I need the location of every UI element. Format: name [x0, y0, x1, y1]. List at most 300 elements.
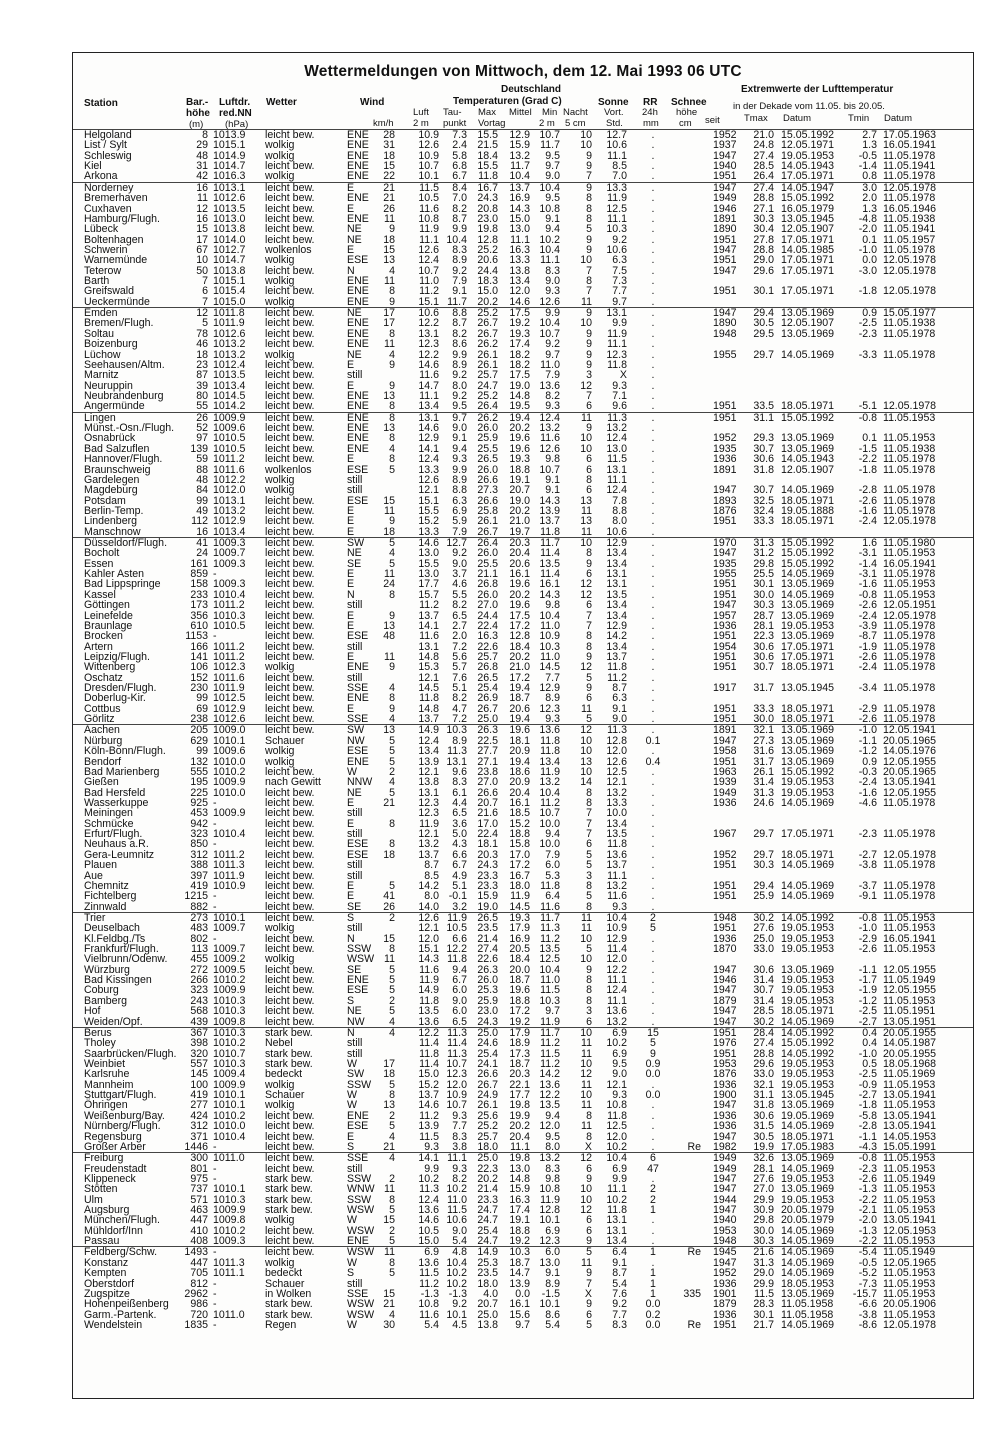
pressure: 1010.5 — [213, 432, 246, 445]
record-since: 1951 — [713, 755, 737, 768]
air-temp: 14.7 — [418, 379, 439, 392]
min-temp: 9.5 — [545, 149, 560, 162]
wind-speed: 11 — [384, 275, 395, 288]
night-temp: 8 — [586, 630, 592, 643]
air-temp: 6.9 — [424, 1246, 439, 1259]
sunshine: 11.8 — [607, 358, 627, 371]
record-tmin-date: 11.05.1978 — [883, 661, 936, 674]
mean-temp: 20.2 — [509, 422, 530, 435]
wind-direction: E — [347, 515, 355, 528]
dew-point: 8.2 — [452, 202, 467, 215]
wind-speed: 17 — [383, 1057, 395, 1070]
mean-temp: 13.0 — [509, 223, 530, 236]
dew-point: 8.8 — [452, 307, 467, 320]
precipitation: . — [651, 285, 655, 298]
sunshine: 11.3 — [607, 411, 627, 424]
pressure: - — [213, 1287, 217, 1300]
weather: leicht bew. — [265, 557, 315, 570]
barometer-height: 233 — [190, 588, 208, 601]
sunshine: 7.7 — [612, 1308, 627, 1321]
col-sonne-header-3: Std. — [606, 118, 623, 129]
record-since: 1936 — [713, 453, 737, 466]
mean-temp: 17.5 — [509, 609, 530, 622]
record-tmax: 30.0 — [753, 588, 774, 601]
weather: stark bew. — [265, 1057, 313, 1070]
barometer-height: 1215 — [184, 890, 208, 903]
sunshine: 13.3 — [606, 181, 627, 194]
precipitation: . — [651, 1140, 655, 1153]
night-temp: 10 — [580, 953, 592, 966]
sunshine: 9.0 — [612, 1068, 627, 1081]
dew-point: 8.3 — [452, 776, 467, 789]
wind-speed: 5 — [389, 1120, 395, 1133]
air-temp: 14.8 — [418, 702, 439, 715]
min-temp: 13.5 — [539, 1099, 560, 1112]
record-tmin-date: 11.05.1978 — [883, 484, 936, 497]
wind-direction: ENE — [347, 285, 369, 298]
max-temp: 21.6 — [477, 807, 498, 820]
record-tmax: 29.6 — [753, 1057, 774, 1070]
air-temp: 13.0 — [418, 568, 439, 581]
wind-speed: 9 — [389, 702, 395, 715]
weather: leicht bew. — [265, 181, 315, 194]
wind-direction: ENE — [347, 411, 369, 424]
record-tmin-date: 11.05.1953 — [883, 922, 936, 935]
table-row — [73, 746, 973, 756]
record-tmin: -4.8 — [858, 212, 877, 225]
dew-point: 11.0 — [447, 1193, 467, 1206]
station-name: Neuhaus a.R. — [84, 838, 149, 851]
col-druck-header-3: (hPa) — [225, 119, 249, 130]
dew-point: 10.2 — [446, 1277, 467, 1290]
station-name: Essen — [84, 557, 114, 570]
air-temp: 10.6 — [418, 307, 439, 320]
col-sonne-header-1: Sonne — [598, 97, 629, 108]
air-temp: 11.5 — [419, 1267, 439, 1280]
barometer-height: 312 — [190, 848, 208, 861]
station-name: Großer Arber — [84, 1140, 146, 1153]
weather: leicht bew. — [265, 963, 315, 976]
wind-direction: still — [347, 807, 363, 820]
record-tmax: 31.1 — [753, 1089, 774, 1102]
max-temp: 25.4 — [477, 682, 498, 695]
wind-direction: SE — [347, 557, 362, 570]
min-temp: 11.0 — [540, 650, 560, 663]
precipitation: . — [651, 828, 655, 841]
station-group — [73, 1152, 973, 1246]
weather: leicht bew. — [265, 453, 315, 466]
pressure: 1010.3 — [213, 1005, 246, 1018]
record-tmax-date: 20.05.1979 — [781, 1204, 835, 1217]
record-since: 1951 — [713, 922, 737, 935]
min-temp: 9.9 — [545, 307, 560, 320]
record-tmax: 30.7 — [753, 984, 774, 997]
air-temp: 13.9 — [418, 755, 439, 768]
weather: wolkig — [265, 484, 295, 497]
station-name: Seehausen/Altm. — [84, 358, 165, 371]
night-temp: 9 — [586, 1298, 592, 1311]
min-temp: 9.5 — [545, 192, 560, 205]
max-temp: 16.3 — [477, 630, 498, 643]
station-name: Deuselbach — [84, 922, 140, 935]
weather: leicht bew. — [265, 599, 315, 612]
night-temp: 5 — [586, 1318, 592, 1331]
record-tmax-date: 15.05.1992 — [781, 765, 835, 778]
record-tmin-date: 11.05.1953 — [883, 943, 936, 956]
weather: leicht bew. — [265, 369, 315, 382]
wind-direction: still — [347, 484, 363, 497]
record-tmax: 30.1 — [753, 285, 774, 298]
night-temp: 9 — [586, 149, 592, 162]
mean-temp: 18.0 — [509, 879, 530, 892]
record-tmax-date: 17.05.1983 — [781, 1140, 835, 1153]
precipitation: 1 — [650, 1246, 656, 1259]
weather: leicht bew. — [265, 650, 315, 663]
night-temp: 5 — [586, 943, 592, 956]
min-temp: 11.0 — [540, 974, 560, 987]
precipitation: . — [651, 411, 655, 424]
air-temp: 15.2 — [418, 1078, 439, 1091]
wind-speed: 5 — [389, 557, 395, 570]
wind-direction: S — [347, 1267, 355, 1280]
wind-speed: 4 — [389, 1152, 395, 1165]
record-tmax-date: 17.05.1971 — [781, 828, 835, 841]
barometer-height: 410 — [190, 1224, 208, 1237]
barometer-height: 225 — [190, 786, 208, 799]
min-temp: 11.2 — [540, 1057, 560, 1070]
station-name: Ulm — [84, 1193, 103, 1206]
sunshine: 11.1 — [607, 869, 627, 882]
air-temp: 8.7 — [424, 859, 439, 872]
min-temp: 11.2 — [540, 797, 560, 809]
precipitation: . — [651, 317, 655, 330]
mean-temp: 19.4 — [509, 713, 530, 726]
air-temp: 9.9 — [424, 1162, 439, 1175]
mean-temp: 20.2 — [509, 650, 530, 663]
min-temp: 13.9 — [539, 504, 560, 517]
station-name: Feldberg/Schw. — [84, 1246, 158, 1259]
weather: wolkig — [265, 275, 295, 288]
wind-direction: ESE — [347, 838, 369, 851]
sunshine: 8.0 — [612, 515, 627, 528]
precipitation: . — [651, 640, 655, 653]
record-tmax: 27.8 — [753, 233, 774, 246]
record-tmin: -0.8 — [858, 1152, 877, 1165]
mean-temp: 17.2 — [509, 619, 530, 632]
barometer-height: 1835 — [184, 1318, 208, 1331]
record-tmin: -0.3 — [858, 765, 877, 778]
sunshine: 10.9 — [606, 922, 627, 935]
station-name: Augsburg — [84, 1204, 130, 1217]
sunshine: 11.8 — [607, 661, 627, 674]
wind-direction: SE — [347, 900, 362, 913]
record-tmax: 31.7 — [753, 755, 774, 768]
night-temp: 8 — [586, 473, 592, 486]
record-tmin-date: 11.05.1949 — [883, 1172, 936, 1185]
record-tmin-date: 11.05.1953 — [883, 1277, 936, 1290]
max-temp: 25.2 — [477, 307, 498, 320]
wind-speed: 4 — [389, 1026, 395, 1039]
pressure: 1013.8 — [213, 223, 246, 236]
record-since: 1947 — [713, 963, 737, 976]
record-tmax: 28.8 — [753, 1047, 774, 1060]
max-temp: 21.1 — [477, 568, 498, 581]
max-temp: 20.7 — [477, 1298, 498, 1311]
mean-temp: 14.3 — [509, 202, 530, 215]
max-temp: 24.6 — [477, 1037, 498, 1050]
sunshine: 7.1 — [612, 389, 627, 402]
record-tmin-date: 12.05.1978 — [883, 285, 937, 298]
night-temp: 6 — [586, 1224, 592, 1237]
record-since: 1951 — [713, 1026, 737, 1039]
record-tmax-date: 17.05.1971 — [781, 650, 835, 663]
sunshine: 6.9 — [612, 1047, 627, 1060]
weather: leicht bew. — [265, 692, 315, 705]
record-tmin-date: 11.05.1953 — [883, 1078, 936, 1091]
record-tmin-date: 11.05.1953 — [883, 547, 936, 560]
air-temp: 10.9 — [418, 149, 439, 162]
barometer-height: 97 — [196, 432, 208, 445]
record-tmax-date: 17.05.1971 — [781, 233, 835, 246]
table-row — [73, 1268, 973, 1278]
record-tmax-date: 15.05.1992 — [781, 557, 835, 570]
min-temp: 10.8 — [539, 1183, 560, 1196]
dew-point: 8.2 — [452, 327, 467, 340]
record-tmin: -1.5 — [858, 442, 877, 455]
record-since: 1891 — [713, 724, 737, 737]
wind-speed: 21 — [383, 192, 395, 205]
mean-temp: 19.4 — [509, 411, 530, 424]
air-temp: 14.1 — [418, 442, 439, 455]
record-tmin: -3.7 — [858, 879, 877, 892]
night-temp: 11 — [581, 1037, 592, 1050]
record-tmax-date: 19.05.1953 — [781, 1172, 835, 1185]
mean-temp: 19.3 — [509, 453, 530, 466]
col-rr-header-1: RR — [643, 97, 658, 108]
min-temp: 10.8 — [539, 202, 560, 215]
weather: leicht bew. — [265, 389, 315, 402]
record-tmin: -1.1 — [858, 963, 877, 976]
dew-point: 11.4 — [447, 1037, 467, 1050]
record-tmax: 29.5 — [753, 327, 774, 340]
pressure: 1010.1 — [213, 1089, 246, 1102]
record-since: 1947 — [713, 484, 737, 497]
min-temp: 11.6 — [540, 432, 560, 445]
pressure: 1010.1 — [213, 734, 246, 747]
wind-speed: 11 — [384, 212, 395, 225]
mean-temp: 13.0 — [509, 1162, 530, 1175]
precipitation: . — [651, 932, 655, 945]
wind-speed: 5 — [389, 537, 395, 550]
barometer-height: 986 — [190, 1298, 208, 1311]
sunshine: 10.2 — [606, 1193, 627, 1206]
record-tmin-date: 11.05.1978 — [883, 640, 936, 653]
mean-temp: 11.1 — [510, 233, 530, 246]
sunshine: 6.9 — [612, 1026, 627, 1039]
max-temp: 24.4 — [477, 264, 498, 277]
sunshine: 9.1 — [612, 1256, 627, 1269]
min-temp: 12.0 — [539, 1120, 560, 1133]
wind-speed: 5 — [389, 984, 395, 997]
max-temp: 22.6 — [477, 640, 498, 653]
barometer-height: 112 — [191, 515, 208, 528]
sunshine: 9.2 — [612, 233, 627, 246]
dew-point: 9.2 — [452, 547, 467, 560]
dew-point: 11.8 — [447, 953, 467, 966]
record-tmax-date: 18.05.1971 — [781, 494, 835, 507]
night-temp: 8 — [586, 786, 592, 799]
wind-direction: SSE — [347, 1287, 369, 1300]
precipitation: . — [651, 494, 655, 507]
precipitation: . — [651, 223, 655, 236]
weather: wolkig — [265, 295, 295, 308]
precipitation: . — [651, 202, 655, 215]
air-temp: 14.1 — [418, 1152, 439, 1165]
wind-speed: 5 — [389, 879, 395, 892]
station-name: Weinbiet — [84, 1057, 126, 1070]
sunshine: 9.7 — [612, 295, 627, 308]
mean-temp: 17.4 — [509, 1204, 530, 1217]
wind-speed: 18 — [383, 149, 395, 162]
max-temp: 20.2 — [477, 295, 498, 308]
air-temp: 15.0 — [418, 1235, 439, 1248]
mean-temp: 20.9 — [509, 745, 530, 758]
night-temp: 9 — [586, 160, 592, 173]
max-temp: 21.5 — [477, 139, 498, 152]
night-temp: 12 — [580, 724, 592, 737]
record-tmax: 28.1 — [753, 619, 774, 632]
record-tmin: -1.9 — [858, 984, 877, 997]
night-temp: 14 — [580, 776, 592, 789]
station-name: Weiden/Opf. — [84, 1015, 143, 1028]
record-tmax-date: 14.05.1969 — [781, 484, 835, 497]
night-temp: 9 — [586, 348, 592, 361]
precipitation: . — [651, 1099, 655, 1112]
wind-speed: 11 — [384, 650, 395, 663]
record-tmin-date: 16.05.1946 — [883, 202, 937, 215]
wind-direction: W — [347, 1057, 357, 1070]
pressure: 1014.0 — [213, 233, 246, 246]
night-temp: 7 — [586, 1277, 592, 1290]
record-tmax-date: 11.05.1958 — [781, 1298, 834, 1311]
station-name: Tholey — [84, 1037, 116, 1050]
weather: leicht bew. — [265, 765, 315, 778]
night-temp: 11 — [581, 525, 592, 538]
record-tmax-date: 18.05.1971 — [781, 702, 835, 715]
max-temp: 19.0 — [477, 900, 498, 913]
wind-direction: ENE — [347, 400, 369, 413]
wind-direction: E — [347, 379, 355, 392]
station-name: Nürnberg/Flugh. — [84, 1120, 161, 1133]
precipitation: . — [651, 797, 655, 809]
min-temp: 6.0 — [545, 1246, 560, 1259]
record-since: 1951 — [713, 233, 737, 246]
max-temp: 25.7 — [477, 650, 498, 663]
sunshine: 10.6 — [606, 139, 627, 152]
wind-direction: E — [347, 181, 355, 194]
col-tau-header-1: Tau- — [443, 107, 462, 118]
record-tmax-date: 19.05.1953 — [781, 619, 835, 632]
precipitation: . — [651, 786, 655, 799]
max-temp: 25.7 — [477, 1130, 498, 1143]
weather: leicht bew. — [265, 525, 315, 538]
wind-speed: 4 — [389, 713, 395, 726]
precipitation: . — [651, 1005, 655, 1018]
air-temp: 11.1 — [419, 233, 439, 246]
precipitation: . — [651, 650, 655, 663]
record-tmin-date: 12.05.1978 — [883, 264, 937, 277]
max-temp: 25.3 — [477, 1256, 498, 1269]
dew-point: 11.3 — [447, 745, 467, 758]
precipitation: 0.0 — [645, 1068, 661, 1081]
record-tmax: 24.8 — [753, 139, 774, 152]
pressure: 1013.2 — [213, 348, 246, 361]
weather: leicht bew. — [265, 943, 315, 956]
precipitation: . — [651, 139, 655, 152]
wind-speed: 9 — [389, 295, 395, 308]
station-name: Manschnow — [84, 525, 141, 538]
min-temp: 6.4 — [545, 890, 560, 903]
air-temp: 10.1 — [418, 170, 439, 183]
max-temp: 20.8 — [477, 202, 498, 215]
record-tmin-date: 12.05.1955 — [883, 755, 937, 768]
wind-direction: E — [347, 619, 355, 632]
weather: wolkig — [265, 170, 295, 183]
record-since: 1947 — [713, 1256, 737, 1269]
wind-direction: SSE — [347, 713, 369, 726]
weather: leicht bew. — [265, 1162, 315, 1175]
night-temp: 5 — [586, 1246, 592, 1259]
record-tmax-date: 18.05.1971 — [781, 400, 835, 413]
mean-temp: 18.7 — [509, 692, 530, 705]
wind-direction: ENE — [347, 149, 369, 162]
precipitation: . — [651, 547, 655, 560]
mean-temp: 19.4 — [509, 682, 530, 695]
record-tmax: 30.2 — [753, 911, 774, 924]
col-min-header-2: 2 m — [539, 118, 555, 129]
weather: leicht bew. — [265, 671, 315, 684]
min-temp: 9.1 — [545, 1267, 560, 1280]
wind-direction: E — [347, 358, 355, 371]
pressure: 1010.3 — [213, 1193, 246, 1206]
precipitation: . — [651, 537, 655, 550]
pressure: 1011.0 — [213, 1152, 245, 1165]
precipitation: . — [651, 192, 655, 205]
station-name: Neuruppin — [84, 379, 133, 392]
record-tmax: 29.3 — [753, 432, 774, 445]
col-kmh-header: km/h — [373, 118, 394, 129]
wind-speed: 8 — [389, 285, 395, 298]
pressure: - — [213, 797, 217, 809]
air-temp: 11.4 — [419, 1057, 439, 1070]
record-tmax-date: 14.05.1969 — [781, 879, 835, 892]
max-temp: 26.7 — [477, 702, 498, 715]
min-temp: 13.5 — [539, 557, 560, 570]
mean-temp: 16.9 — [509, 932, 530, 945]
dew-point: 2.0 — [452, 630, 467, 643]
max-temp: 26.7 — [477, 327, 498, 340]
max-temp: 25.2 — [477, 1120, 498, 1133]
record-tmin-date: 11.05.1978 — [883, 504, 936, 517]
mean-temp: 20.7 — [509, 484, 530, 497]
wind-direction: W — [347, 1089, 357, 1102]
record-tmax: 30.3 — [753, 1235, 774, 1248]
pressure: 1013.1 — [213, 494, 246, 507]
sunshine: 13.1 — [606, 568, 627, 581]
weather: wolkenlos — [265, 463, 312, 476]
wind-direction: NW — [347, 1015, 365, 1028]
wind-speed: 18 — [383, 233, 395, 246]
